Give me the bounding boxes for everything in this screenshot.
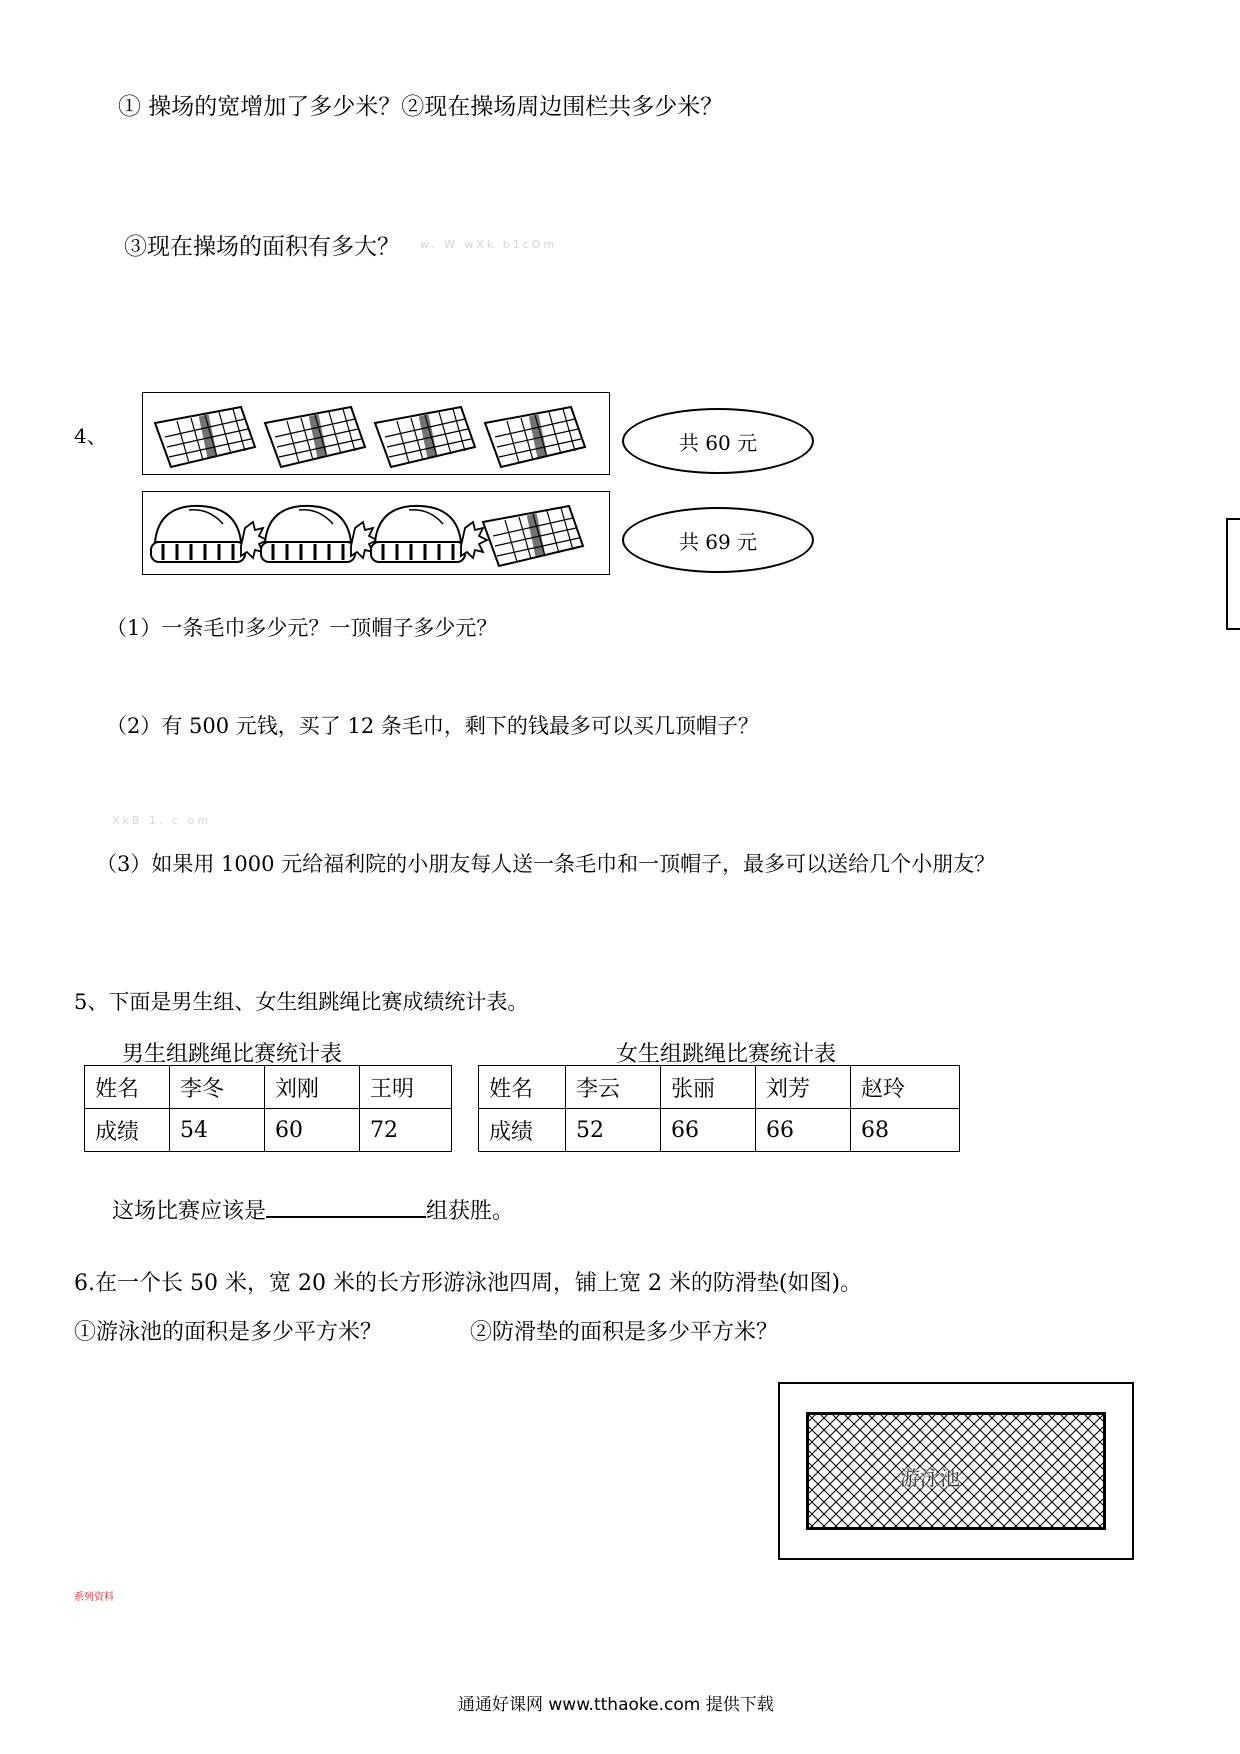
q4-sub3: （3）如果用 1000 元给福利院的小朋友每人送一条毛巾和一顶帽子，最多可以送给几个小朋友？ xyxy=(96,852,996,876)
q5-answer-line xyxy=(112,1194,514,1225)
table-cell: 66 xyxy=(661,1109,756,1152)
table-cell: 姓名 xyxy=(479,1066,566,1109)
q3-line1: ① 操场的宽增加了多少米？②现在操场周边围栏共多少米？ xyxy=(118,94,724,120)
table-cell: 成绩 xyxy=(479,1109,566,1152)
footer: 通通好课网 www.tthaoke.com 提供下载 xyxy=(458,1695,774,1715)
q3-line2: ③现在操场的面积有多大？ xyxy=(124,234,400,260)
margin-bracket xyxy=(1226,518,1240,630)
watermark-2: XkB 1. c om xyxy=(112,814,211,827)
q4-sub1: （1）一条毛巾多少元？一顶帽子多少元？ xyxy=(106,616,498,640)
table-row xyxy=(85,1109,452,1152)
table-cell: 60 xyxy=(265,1109,360,1152)
girls-table-title: 女生组跳绳比赛统计表 xyxy=(616,1042,837,1067)
table-row xyxy=(479,1109,960,1152)
q4-number: 4、 xyxy=(74,424,107,448)
watermark-1: w. W wXk b1cOm xyxy=(420,238,558,251)
small-mark: 系列资料 xyxy=(74,1592,114,1603)
table-row xyxy=(479,1066,960,1109)
boys-table xyxy=(84,1065,452,1152)
table-cell: 刘刚 xyxy=(265,1066,360,1109)
table-cell: 李冬 xyxy=(170,1066,265,1109)
table-cell: 54 xyxy=(170,1109,265,1152)
table-cell: 王明 xyxy=(360,1066,452,1109)
table-cell: 66 xyxy=(756,1109,851,1152)
table-cell: 72 xyxy=(360,1109,452,1152)
price-oval-2-text: 共 69 元 xyxy=(678,529,758,554)
answer-blank[interactable] xyxy=(266,1194,426,1218)
price-oval-1 xyxy=(622,408,814,474)
table-cell: 刘芳 xyxy=(756,1066,851,1109)
boys-table-title: 男生组跳绳比赛统计表 xyxy=(122,1042,343,1067)
table-cell: 成绩 xyxy=(85,1109,170,1152)
q6-sub2: ②防滑垫的面积是多少平方米？ xyxy=(470,1320,779,1345)
hat-row-illustration xyxy=(143,492,609,574)
table-row xyxy=(85,1066,452,1109)
price-oval-2 xyxy=(622,507,814,573)
q5-intro: 5、下面是男生组、女生组跳绳比赛成绩统计表。 xyxy=(74,990,529,1014)
table-cell: 姓名 xyxy=(85,1066,170,1109)
table-cell: 张丽 xyxy=(661,1066,756,1109)
table-cell: 赵玲 xyxy=(851,1066,960,1109)
girls-table xyxy=(478,1065,960,1152)
q5-answer-suffix: 组获胜。 xyxy=(426,1199,515,1224)
price-oval-1-text: 共 60 元 xyxy=(678,430,758,455)
q6-text: 6.在一个长 50 米，宽 20 米的长方形游泳池四周，铺上宽 2 米的防滑垫(如图)。 xyxy=(74,1271,863,1296)
q5-answer-prefix: 这场比赛应该是 xyxy=(112,1199,267,1224)
pool-label: 游泳池 xyxy=(900,1466,960,1490)
table-cell: 52 xyxy=(566,1109,661,1152)
table-cell: 68 xyxy=(851,1109,960,1152)
towel-row-illustration xyxy=(143,393,609,474)
q4-sub2: （2）有 500 元钱，买了 12 条毛巾，剩下的钱最多可以买几顶帽子？ xyxy=(106,714,759,738)
towel-box xyxy=(142,392,610,475)
pool-mat-outer xyxy=(778,1382,1134,1560)
table-cell: 李云 xyxy=(566,1066,661,1109)
hat-towel-box xyxy=(142,491,610,575)
q6-sub1: ①游泳池的面积是多少平方米？ xyxy=(74,1320,383,1345)
